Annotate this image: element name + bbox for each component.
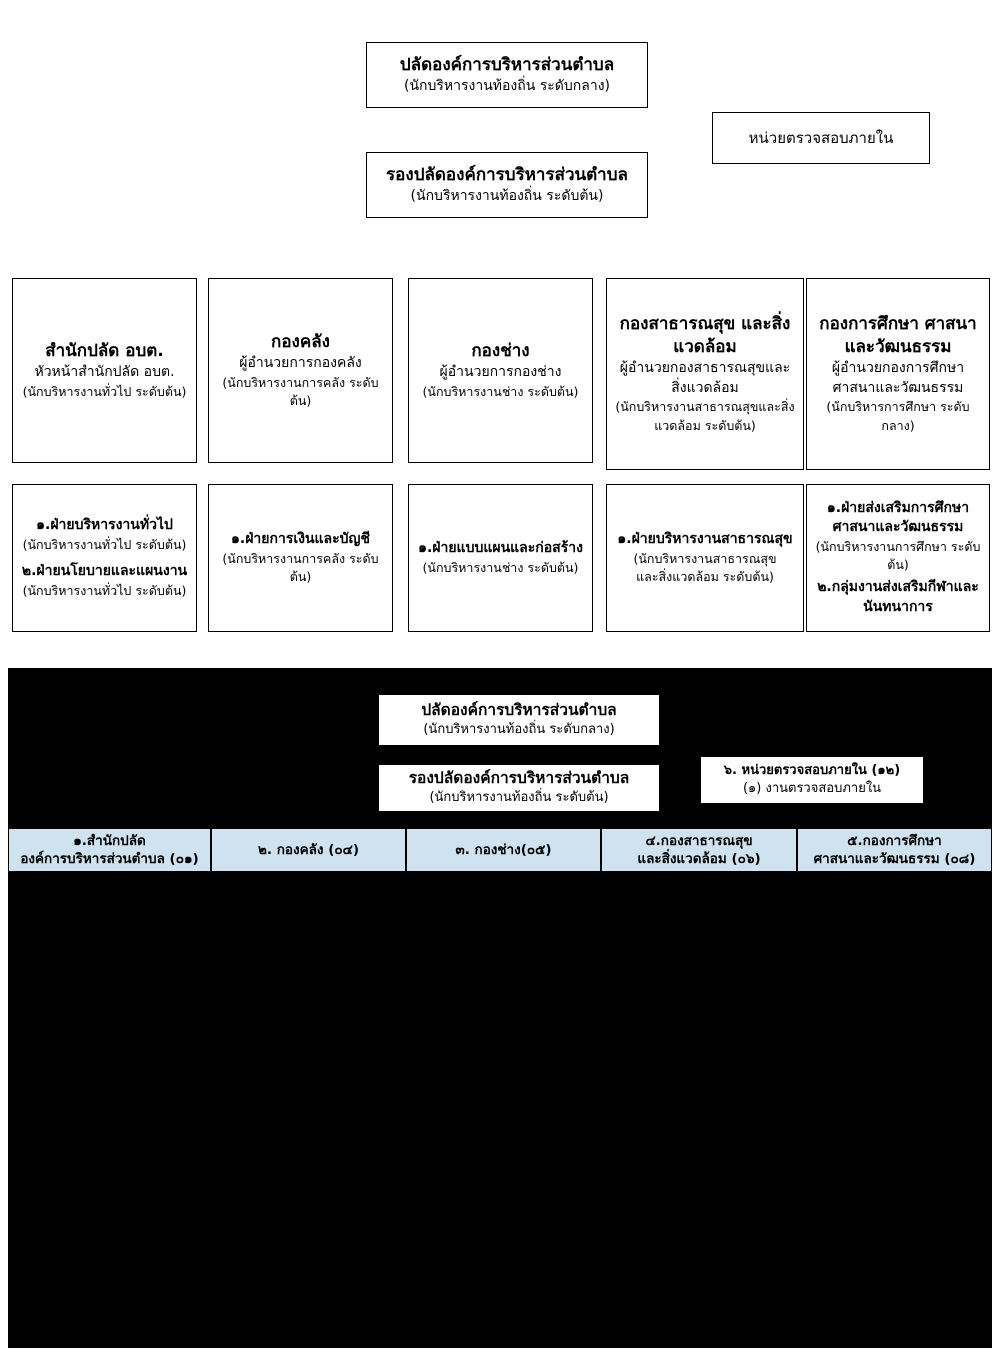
bottom-deputy-clerk-subtitle: (นักบริหารงานท้องถิ่น ระดับต้น) [429, 790, 609, 806]
section-5-line-3: (นักบริหารงานการศึกษา ระดับต้น) [815, 538, 981, 572]
department-header-cell-4-line1: ๔.กองสาธารณสุข [645, 832, 753, 849]
division-box-4 [606, 278, 804, 470]
deputy-clerk-box [366, 152, 648, 218]
section-3-line-1: ๑.ฝ่ายแบบแผนและก่อสร้าง [418, 540, 583, 557]
section-box-1 [12, 484, 197, 632]
section-1-line-3: ๒.ฝ่ายนโยบายและแผนงาน [21, 563, 188, 579]
department-header-cell-2-line1: ๒. กองคลัง (๐๔) [258, 841, 359, 858]
division-name-1: สำนักปลัด อบต. [45, 341, 164, 362]
section-5-line-5: นันทนาการ [863, 598, 933, 615]
department-header-cell-1-line2: องค์การบริหารส่วนตำบล (๐๑) [20, 851, 199, 867]
division-name-2: กองคลัง [271, 332, 330, 353]
section-box-3 [408, 484, 593, 632]
deputy-clerk-subtitle: (นักบริหารงานท้องถิ่น ระดับต้น) [410, 187, 604, 204]
bottom-deputy-clerk-title: รองปลัดองค์การบริหารส่วนตำบล [408, 769, 630, 788]
division-box-5 [806, 278, 990, 470]
bottom-deputy-clerk-box [378, 764, 660, 812]
division-level-4: (นักบริหารงานสาธารณสุขและสิ่งแวดล้อม ระดับต้น) [615, 399, 795, 433]
bottom-clerk-box [378, 694, 660, 746]
section-box-2 [208, 484, 393, 632]
section-1-line-4: (นักบริหารงานทั่วไป ระดับต้น) [22, 582, 187, 598]
division-head-1: หัวหน้าสำนักปลัด อบต. [34, 364, 175, 381]
bottom-audit-unit-subtitle: (๑) งานตรวจสอบภายใน [742, 781, 882, 796]
section-2-line-2: (นักบริหารงานการคลัง ระดับต้น) [222, 550, 379, 584]
section-5-line-4: ๒.กลุ่มงานส่งเสริมกีฬาและ [817, 579, 979, 596]
section-4-line-2: (นักบริหารงานสาธารณสุข [633, 550, 777, 566]
department-header-cell-5 [797, 828, 992, 872]
department-header-row [8, 828, 992, 872]
section-5-line-2: ศาสนาและวัฒนธรรม [832, 519, 964, 536]
section-2-line-1: ๑.ฝ่ายการเงินและบัญชี [231, 531, 370, 548]
division-head-4: ผู้อำนวยกองสาธารณสุขและสิ่งแวดล้อม [619, 360, 791, 396]
section-5-line-1: ๑.ฝ่ายส่งเสริมการศึกษา [826, 499, 970, 516]
top-org-chart [0, 0, 1000, 660]
division-level-5: (นักบริหารการศึกษา ระดับกลาง) [826, 399, 970, 433]
bottom-clerk-title: ปลัดองค์การบริหารส่วนตำบล [421, 701, 617, 720]
audit-unit-title: หน่วยตรวจสอบภายใน [748, 128, 894, 147]
division-head-3: ผู้อำนวยการกองช่าง [439, 364, 562, 381]
division-head-2: ผู้อำนวยการกองคลัง [239, 355, 362, 372]
clerk-subtitle: (นักบริหารงานท้องถิ่น ระดับกลาง) [404, 77, 610, 94]
division-name-5: กองการศึกษา ศาสนา และวัฒนธรรม [819, 314, 977, 358]
division-name-4: กองสาธารณสุข และสิ่งแวดล้อม [619, 314, 791, 358]
department-header-cell-4 [601, 828, 797, 872]
clerk-title: ปลัดองค์การบริหารส่วนตำบล [399, 54, 615, 75]
division-box-3 [408, 278, 593, 463]
department-header-cell-3 [406, 828, 601, 872]
section-4-line-1: ๑.ฝ่ายบริหารงานสาธารณสุข [617, 531, 793, 548]
department-header-cell-1-line1: ๑.สำนักปลัด [73, 832, 146, 849]
bottom-audit-unit-title: ๖. หน่วยตรวจสอบภายใน (๑๒) [723, 762, 901, 778]
division-name-3: กองช่าง [471, 341, 530, 362]
division-level-1: (นักบริหารงานทั่วไป ระดับต้น) [22, 383, 187, 399]
section-3-line-2: (นักบริหารงานช่าง ระดับต้น) [422, 559, 579, 575]
department-header-cell-2 [211, 828, 406, 872]
department-header-cell-3-line1: ๓. กองช่าง(๐๕) [455, 841, 552, 858]
division-level-2: (นักบริหารงานการคลัง ระดับต้น) [222, 374, 379, 408]
clerk-box [366, 42, 648, 108]
deputy-clerk-title: รองปลัดองค์การบริหารส่วนตำบล [386, 164, 628, 185]
division-head-5: ผู้อำนวยกองการศึกษา ศาสนาและวัฒนธรรม [831, 360, 965, 396]
section-1-line-2: (นักบริหารงานทั่วไป ระดับต้น) [22, 536, 187, 552]
section-1-line-1: ๑.ฝ่ายบริหารงานทั่วไป [36, 517, 173, 534]
audit-unit-box [712, 112, 930, 164]
section-box-4 [606, 484, 804, 632]
department-header-cell-5-line2: ศาสนาและวัฒนธรรม (๐๘) [813, 851, 976, 867]
department-header-cell-1 [8, 828, 211, 872]
division-level-3: (นักบริหารงานช่าง ระดับต้น) [422, 383, 579, 399]
bottom-clerk-subtitle: (นักบริหารงานท้องถิ่น ระดับกลาง) [423, 722, 615, 738]
department-header-cell-5-line1: ๕.กองการศึกษา [847, 832, 942, 849]
bottom-audit-unit-box [700, 756, 924, 804]
section-4-line-3: และสิ่งแวดล้อม ระดับต้น) [636, 568, 774, 584]
division-box-1 [12, 278, 197, 463]
division-box-2 [208, 278, 393, 463]
section-box-5 [806, 484, 990, 632]
department-header-cell-4-line2: และสิ่งแวดล้อม (๐๖) [637, 851, 761, 867]
